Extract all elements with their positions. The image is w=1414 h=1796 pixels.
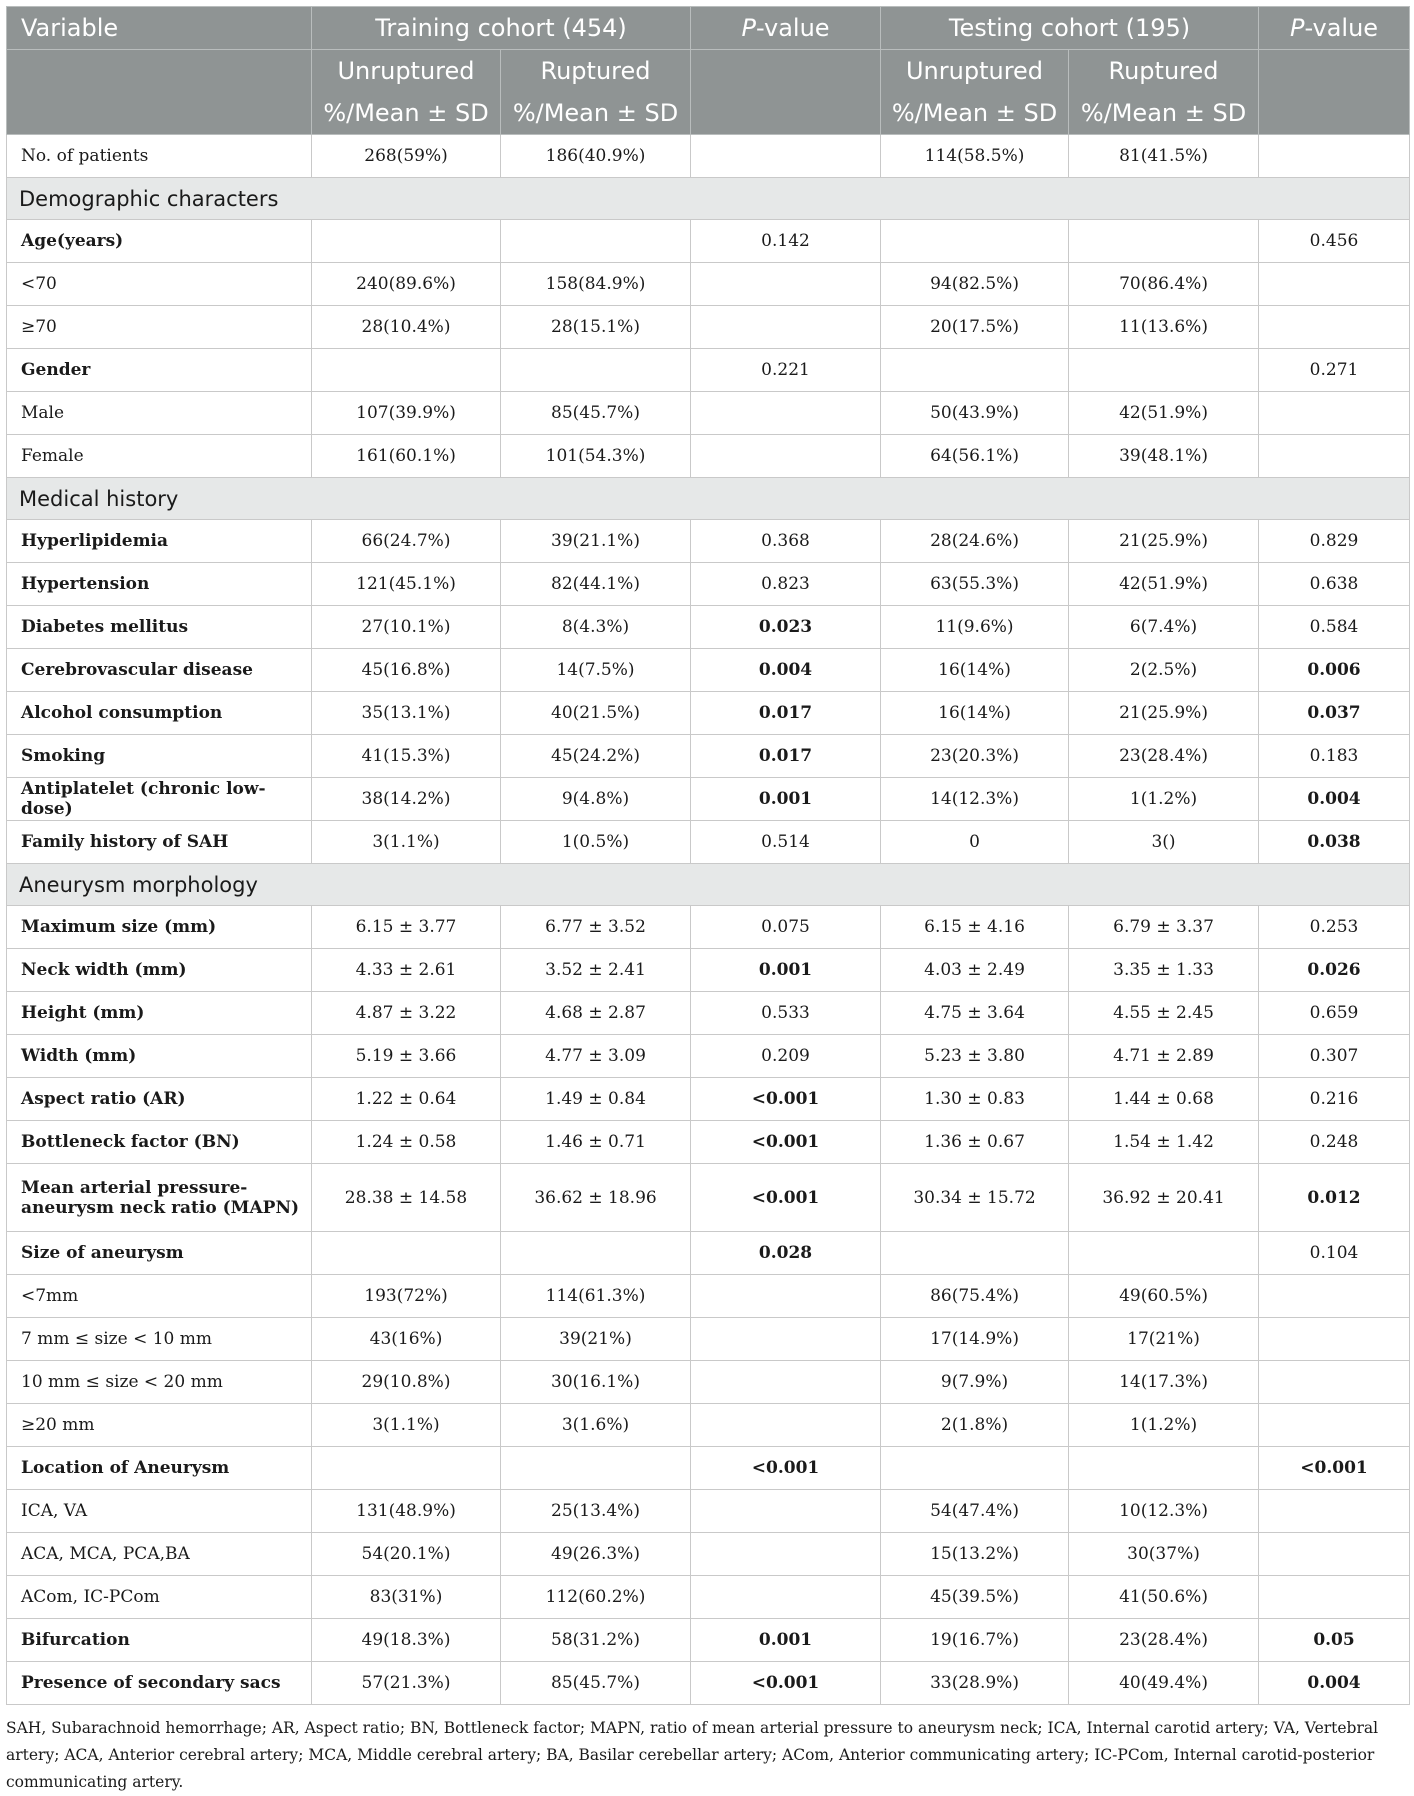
section-title: Aneurysm morphology <box>7 864 1410 906</box>
table-row <box>7 1078 1410 1121</box>
training-p-value-cell <box>691 1361 881 1404</box>
training-p-value-cell: 0.017 <box>691 692 881 735</box>
row-label: Smoking <box>7 735 312 778</box>
testing-unruptured-cell: 2(1.8%) <box>881 1404 1069 1447</box>
testing-ruptured-cell: 1(1.2%) <box>1069 1404 1259 1447</box>
table-row <box>7 1035 1410 1078</box>
training-unruptured-cell: 54(20.1%) <box>312 1533 501 1576</box>
testing-p-value-cell <box>1259 263 1410 306</box>
training-ruptured-cell: 8(4.3%) <box>501 606 691 649</box>
testing-ruptured-cell: 11(13.6%) <box>1069 306 1259 349</box>
row-label: Neck width (mm) <box>7 949 312 992</box>
training-unruptured-cell: 57(21.3%) <box>312 1662 501 1705</box>
training-unruptured-cell: 131(48.9%) <box>312 1490 501 1533</box>
testing-ruptured-header: Ruptured %/Mean ± SD <box>1069 50 1259 135</box>
table-row <box>7 263 1410 306</box>
row-label: ≥70 <box>7 306 312 349</box>
training-p-value-cell <box>691 1490 881 1533</box>
testing-unruptured-header: Unruptured %/Mean ± SD <box>881 50 1069 135</box>
row-label: Presence of secondary sacs <box>7 1662 312 1705</box>
testing-unruptured-cell: 23(20.3%) <box>881 735 1069 778</box>
row-label: ACA, MCA, PCA,BA <box>7 1533 312 1576</box>
training-p-value-cell: 0.017 <box>691 735 881 778</box>
testing-p-value-cell: 0.659 <box>1259 992 1410 1035</box>
testing-p-value-cell: 0.004 <box>1259 778 1410 821</box>
testing-unruptured-cell <box>881 220 1069 263</box>
testing-p-value-cell: 0.037 <box>1259 692 1410 735</box>
testing-unruptured-cell <box>881 1232 1069 1275</box>
table-row <box>7 1121 1410 1164</box>
training-ruptured-cell: 1.49 ± 0.84 <box>501 1078 691 1121</box>
row-label: Maximum size (mm) <box>7 906 312 949</box>
training-p-value-cell: 0.533 <box>691 992 881 1035</box>
table-row <box>7 606 1410 649</box>
table-row <box>7 1533 1410 1576</box>
testing-p-value-cell: 0.183 <box>1259 735 1410 778</box>
training-p-value-cell: 0.004 <box>691 649 881 692</box>
row-label: Male <box>7 392 312 435</box>
testing-unruptured-cell: 5.23 ± 3.80 <box>881 1035 1069 1078</box>
testing-p-value-cell <box>1259 435 1410 478</box>
testing-unruptured-cell: 54(47.4%) <box>881 1490 1069 1533</box>
table-row <box>7 778 1410 821</box>
table-row <box>7 1619 1410 1662</box>
training-ruptured-header: Ruptured %/Mean ± SD <box>501 50 691 135</box>
training-unruptured-header: Unruptured %/Mean ± SD <box>312 50 501 135</box>
training-unruptured-cell: 161(60.1%) <box>312 435 501 478</box>
testing-unruptured-cell: 86(75.4%) <box>881 1275 1069 1318</box>
p-value-header-training: P-value <box>691 7 881 50</box>
training-unruptured-cell: 1.22 ± 0.64 <box>312 1078 501 1121</box>
training-p-value-cell: 0.368 <box>691 520 881 563</box>
testing-unruptured-cell: 30.34 ± 15.72 <box>881 1164 1069 1232</box>
testing-ruptured-cell: 1(1.2%) <box>1069 778 1259 821</box>
training-unruptured-cell: 6.15 ± 3.77 <box>312 906 501 949</box>
training-ruptured-cell: 45(24.2%) <box>501 735 691 778</box>
testing-unruptured-cell: 114(58.5%) <box>881 135 1069 178</box>
training-ruptured-cell: 30(16.1%) <box>501 1361 691 1404</box>
training-unruptured-cell: 35(13.1%) <box>312 692 501 735</box>
training-ruptured-cell: 158(84.9%) <box>501 263 691 306</box>
testing-ruptured-cell: 6(7.4%) <box>1069 606 1259 649</box>
training-unruptured-cell: 45(16.8%) <box>312 649 501 692</box>
training-p-value-cell: 0.209 <box>691 1035 881 1078</box>
testing-ruptured-cell: 21(25.9%) <box>1069 692 1259 735</box>
training-p-value-cell: 0.142 <box>691 220 881 263</box>
training-ruptured-cell: 36.62 ± 18.96 <box>501 1164 691 1232</box>
section-header-row <box>7 478 1410 520</box>
testing-p-value-cell: 0.248 <box>1259 1121 1410 1164</box>
row-label: Gender <box>7 349 312 392</box>
row-label: Cerebrovascular disease <box>7 649 312 692</box>
testing-p-value-cell: 0.307 <box>1259 1035 1410 1078</box>
testing-p-value-cell: 0.038 <box>1259 821 1410 864</box>
testing-ruptured-cell: 39(48.1%) <box>1069 435 1259 478</box>
testing-p-value-cell: 0.026 <box>1259 949 1410 992</box>
testing-ruptured-cell: 21(25.9%) <box>1069 520 1259 563</box>
testing-unruptured-cell: 15(13.2%) <box>881 1533 1069 1576</box>
testing-p-value-cell: <0.001 <box>1259 1447 1410 1490</box>
training-unruptured-cell: 41(15.3%) <box>312 735 501 778</box>
testing-unruptured-cell: 4.03 ± 2.49 <box>881 949 1069 992</box>
training-unruptured-cell <box>312 349 501 392</box>
testing-p-value-cell: 0.216 <box>1259 1078 1410 1121</box>
row-label: Age(years) <box>7 220 312 263</box>
training-ruptured-cell: 3(1.6%) <box>501 1404 691 1447</box>
testing-p-value-cell: 0.004 <box>1259 1662 1410 1705</box>
training-ruptured-cell <box>501 349 691 392</box>
p-value-header-testing: P-value <box>1259 7 1410 50</box>
training-p-value-cell <box>691 392 881 435</box>
table-row <box>7 392 1410 435</box>
testing-p-value-cell <box>1259 1576 1410 1619</box>
testing-ruptured-cell <box>1069 220 1259 263</box>
training-unruptured-cell <box>312 220 501 263</box>
training-p-value-cell: <0.001 <box>691 1078 881 1121</box>
training-p-value-cell: 0.001 <box>691 1619 881 1662</box>
training-p-value-cell <box>691 306 881 349</box>
testing-p-value-cell <box>1259 306 1410 349</box>
training-unruptured-cell: 107(39.9%) <box>312 392 501 435</box>
testing-unruptured-cell: 94(82.5%) <box>881 263 1069 306</box>
training-p-value-cell <box>691 1533 881 1576</box>
row-label: <7mm <box>7 1275 312 1318</box>
training-unruptured-cell: 121(45.1%) <box>312 563 501 606</box>
table-row <box>7 520 1410 563</box>
training-unruptured-cell: 5.19 ± 3.66 <box>312 1035 501 1078</box>
table-row <box>7 649 1410 692</box>
training-p-value-cell: <0.001 <box>691 1164 881 1232</box>
row-label: Female <box>7 435 312 478</box>
testing-p-value-cell: 0.104 <box>1259 1232 1410 1275</box>
testing-p-value-cell <box>1259 1533 1410 1576</box>
training-ruptured-cell: 101(54.3%) <box>501 435 691 478</box>
row-label: Antiplatelet (chronic low-dose) <box>7 778 312 821</box>
training-unruptured-cell: 4.33 ± 2.61 <box>312 949 501 992</box>
testing-p-value-cell <box>1259 135 1410 178</box>
testing-ruptured-cell: 30(37%) <box>1069 1533 1259 1576</box>
training-ruptured-cell: 1(0.5%) <box>501 821 691 864</box>
training-p-value-cell: 0.075 <box>691 906 881 949</box>
row-label: Width (mm) <box>7 1035 312 1078</box>
table-row <box>7 1490 1410 1533</box>
testing-ruptured-cell: 2(2.5%) <box>1069 649 1259 692</box>
training-unruptured-cell: 43(16%) <box>312 1318 501 1361</box>
training-ruptured-cell: 114(61.3%) <box>501 1275 691 1318</box>
training-unruptured-cell: 66(24.7%) <box>312 520 501 563</box>
table-row <box>7 1662 1410 1705</box>
empty-header-cell <box>1259 50 1410 135</box>
table-row <box>7 1318 1410 1361</box>
testing-ruptured-cell: 4.55 ± 2.45 <box>1069 992 1259 1035</box>
testing-cohort-header: Testing cohort (195) <box>881 7 1259 50</box>
testing-p-value-cell: 0.456 <box>1259 220 1410 263</box>
row-label: ACom, IC-PCom <box>7 1576 312 1619</box>
training-ruptured-cell: 186(40.9%) <box>501 135 691 178</box>
training-p-value-cell: 0.514 <box>691 821 881 864</box>
section-header-row <box>7 178 1410 220</box>
testing-ruptured-cell <box>1069 1232 1259 1275</box>
table-row <box>7 1361 1410 1404</box>
testing-p-value-cell <box>1259 1404 1410 1447</box>
testing-unruptured-cell: 63(55.3%) <box>881 563 1069 606</box>
table-row <box>7 692 1410 735</box>
training-p-value-cell: 0.028 <box>691 1232 881 1275</box>
training-unruptured-cell: 28.38 ± 14.58 <box>312 1164 501 1232</box>
table-row <box>7 1164 1410 1232</box>
row-label: <70 <box>7 263 312 306</box>
training-unruptured-cell: 268(59%) <box>312 135 501 178</box>
training-ruptured-cell: 82(44.1%) <box>501 563 691 606</box>
table-row <box>7 821 1410 864</box>
testing-ruptured-cell: 17(21%) <box>1069 1318 1259 1361</box>
testing-unruptured-cell: 17(14.9%) <box>881 1318 1069 1361</box>
testing-ruptured-cell: 3() <box>1069 821 1259 864</box>
training-p-value-cell <box>691 263 881 306</box>
training-unruptured-cell: 29(10.8%) <box>312 1361 501 1404</box>
training-ruptured-cell: 25(13.4%) <box>501 1490 691 1533</box>
row-label: Mean arterial pressure-aneurysm neck ratio (MAPN) <box>7 1164 312 1232</box>
row-label: Bifurcation <box>7 1619 312 1662</box>
testing-ruptured-cell: 36.92 ± 20.41 <box>1069 1164 1259 1232</box>
testing-unruptured-cell: 11(9.6%) <box>881 606 1069 649</box>
row-label: Hypertension <box>7 563 312 606</box>
row-label: Height (mm) <box>7 992 312 1035</box>
testing-ruptured-cell: 1.44 ± 0.68 <box>1069 1078 1259 1121</box>
row-label: ICA, VA <box>7 1490 312 1533</box>
training-unruptured-cell: 4.87 ± 3.22 <box>312 992 501 1035</box>
training-p-value-cell: 0.023 <box>691 606 881 649</box>
training-ruptured-cell: 9(4.8%) <box>501 778 691 821</box>
testing-ruptured-cell: 81(41.5%) <box>1069 135 1259 178</box>
testing-p-value-cell <box>1259 1318 1410 1361</box>
testing-ruptured-cell <box>1069 349 1259 392</box>
section-title: Demographic characters <box>7 178 1410 220</box>
training-p-value-cell: <0.001 <box>691 1447 881 1490</box>
table-row <box>7 306 1410 349</box>
table-footnote: SAH, Subarachnoid hemorrhage; AR, Aspect ratio; BN, Bottleneck factor; MAPN, ratio of mean arterial pressure to aneurysm neck; ICA, Internal carotid artery; VA, Vertebral artery; ACA, Anterior cerebral artery; MCA, Middle cerebral artery; BA, Basilar cerebellar artery; ACom, Anterior communicating artery; IC-PCom, Internal carotid-posterior communicating artery. <box>6 1719 1379 1791</box>
training-ruptured-cell: 49(26.3%) <box>501 1533 691 1576</box>
testing-ruptured-cell: 23(28.4%) <box>1069 1619 1259 1662</box>
testing-unruptured-cell: 1.30 ± 0.83 <box>881 1078 1069 1121</box>
table-row <box>7 992 1410 1035</box>
empty-header-cell <box>691 50 881 135</box>
table-row <box>7 1232 1410 1275</box>
training-unruptured-cell <box>312 1232 501 1275</box>
testing-p-value-cell: 0.012 <box>1259 1164 1410 1232</box>
testing-p-value-cell: 0.829 <box>1259 520 1410 563</box>
training-unruptured-cell: 49(18.3%) <box>312 1619 501 1662</box>
training-p-value-cell <box>691 435 881 478</box>
training-unruptured-cell: 27(10.1%) <box>312 606 501 649</box>
training-unruptured-cell: 193(72%) <box>312 1275 501 1318</box>
training-unruptured-cell: 83(31%) <box>312 1576 501 1619</box>
testing-ruptured-cell: 40(49.4%) <box>1069 1662 1259 1705</box>
testing-p-value-cell: 0.584 <box>1259 606 1410 649</box>
testing-p-value-cell <box>1259 1275 1410 1318</box>
training-ruptured-cell: 4.77 ± 3.09 <box>501 1035 691 1078</box>
testing-unruptured-cell <box>881 1447 1069 1490</box>
testing-p-value-cell: 0.271 <box>1259 349 1410 392</box>
training-ruptured-cell: 1.46 ± 0.71 <box>501 1121 691 1164</box>
testing-ruptured-cell: 41(50.6%) <box>1069 1576 1259 1619</box>
training-ruptured-cell: 28(15.1%) <box>501 306 691 349</box>
testing-ruptured-cell: 10(12.3%) <box>1069 1490 1259 1533</box>
testing-unruptured-cell: 50(43.9%) <box>881 392 1069 435</box>
training-unruptured-cell: 3(1.1%) <box>312 1404 501 1447</box>
row-label: Hyperlipidemia <box>7 520 312 563</box>
training-p-value-cell <box>691 135 881 178</box>
row-label: Size of aneurysm <box>7 1232 312 1275</box>
training-unruptured-cell: 38(14.2%) <box>312 778 501 821</box>
row-label: Alcohol consumption <box>7 692 312 735</box>
testing-unruptured-cell: 45(39.5%) <box>881 1576 1069 1619</box>
training-ruptured-cell: 39(21.1%) <box>501 520 691 563</box>
data-table <box>6 6 1410 1705</box>
testing-unruptured-cell: 16(14%) <box>881 649 1069 692</box>
training-p-value-cell: 0.001 <box>691 778 881 821</box>
testing-unruptured-cell: 33(28.9%) <box>881 1662 1069 1705</box>
training-unruptured-cell: 1.24 ± 0.58 <box>312 1121 501 1164</box>
testing-unruptured-cell: 64(56.1%) <box>881 435 1069 478</box>
empty-header-cell <box>7 50 312 135</box>
training-ruptured-cell: 85(45.7%) <box>501 1662 691 1705</box>
training-p-value-cell <box>691 1404 881 1447</box>
testing-ruptured-cell: 70(86.4%) <box>1069 263 1259 306</box>
testing-unruptured-cell: 6.15 ± 4.16 <box>881 906 1069 949</box>
testing-p-value-cell <box>1259 1361 1410 1404</box>
testing-ruptured-cell <box>1069 1447 1259 1490</box>
training-p-value-cell <box>691 1318 881 1361</box>
table-row <box>7 563 1410 606</box>
variable-header: Variable <box>7 7 312 50</box>
section-header-row <box>7 864 1410 906</box>
testing-ruptured-cell: 42(51.9%) <box>1069 392 1259 435</box>
table-wrapper <box>6 6 1409 1796</box>
training-ruptured-cell: 3.52 ± 2.41 <box>501 949 691 992</box>
testing-unruptured-cell: 1.36 ± 0.67 <box>881 1121 1069 1164</box>
testing-unruptured-cell: 0 <box>881 821 1069 864</box>
testing-unruptured-cell: 9(7.9%) <box>881 1361 1069 1404</box>
training-ruptured-cell: 85(45.7%) <box>501 392 691 435</box>
testing-unruptured-cell <box>881 349 1069 392</box>
row-label: Aspect ratio (AR) <box>7 1078 312 1121</box>
training-ruptured-cell <box>501 220 691 263</box>
section-title: Medical history <box>7 478 1410 520</box>
training-p-value-cell: <0.001 <box>691 1121 881 1164</box>
table-row <box>7 1576 1410 1619</box>
table-row <box>7 1404 1410 1447</box>
testing-p-value-cell: 0.253 <box>1259 906 1410 949</box>
table-row <box>7 1447 1410 1490</box>
training-unruptured-cell: 3(1.1%) <box>312 821 501 864</box>
table-row <box>7 349 1410 392</box>
row-label: Diabetes mellitus <box>7 606 312 649</box>
testing-ruptured-cell: 6.79 ± 3.37 <box>1069 906 1259 949</box>
training-ruptured-cell <box>501 1447 691 1490</box>
testing-unruptured-cell: 4.75 ± 3.64 <box>881 992 1069 1035</box>
testing-ruptured-cell: 1.54 ± 1.42 <box>1069 1121 1259 1164</box>
testing-unruptured-cell: 20(17.5%) <box>881 306 1069 349</box>
table-row <box>7 906 1410 949</box>
training-ruptured-cell: 4.68 ± 2.87 <box>501 992 691 1035</box>
training-unruptured-cell: 28(10.4%) <box>312 306 501 349</box>
table-row <box>7 220 1410 263</box>
training-ruptured-cell: 40(21.5%) <box>501 692 691 735</box>
training-p-value-cell: 0.823 <box>691 563 881 606</box>
testing-unruptured-cell: 16(14%) <box>881 692 1069 735</box>
testing-ruptured-cell: 4.71 ± 2.89 <box>1069 1035 1259 1078</box>
row-label: 10 mm ≤ size < 20 mm <box>7 1361 312 1404</box>
training-p-value-cell <box>691 1576 881 1619</box>
training-ruptured-cell: 58(31.2%) <box>501 1619 691 1662</box>
testing-p-value-cell: 0.006 <box>1259 649 1410 692</box>
testing-ruptured-cell: 23(28.4%) <box>1069 735 1259 778</box>
training-p-value-cell: 0.001 <box>691 949 881 992</box>
table-row <box>7 949 1410 992</box>
row-label: No. of patients <box>7 135 312 178</box>
table-row <box>7 135 1410 178</box>
table-row <box>7 435 1410 478</box>
testing-p-value-cell <box>1259 392 1410 435</box>
row-label: Location of Aneurysm <box>7 1447 312 1490</box>
training-p-value-cell <box>691 1275 881 1318</box>
testing-unruptured-cell: 28(24.6%) <box>881 520 1069 563</box>
table-row <box>7 735 1410 778</box>
row-label: 7 mm ≤ size < 10 mm <box>7 1318 312 1361</box>
testing-unruptured-cell: 14(12.3%) <box>881 778 1069 821</box>
training-ruptured-cell: 6.77 ± 3.52 <box>501 906 691 949</box>
training-ruptured-cell: 112(60.2%) <box>501 1576 691 1619</box>
testing-p-value-cell: 0.05 <box>1259 1619 1410 1662</box>
testing-ruptured-cell: 42(51.9%) <box>1069 563 1259 606</box>
training-cohort-header: Training cohort (454) <box>312 7 691 50</box>
training-p-value-cell: 0.221 <box>691 349 881 392</box>
row-label: ≥20 mm <box>7 1404 312 1447</box>
table-header <box>7 7 1410 135</box>
testing-ruptured-cell: 3.35 ± 1.33 <box>1069 949 1259 992</box>
training-ruptured-cell <box>501 1232 691 1275</box>
training-ruptured-cell: 14(7.5%) <box>501 649 691 692</box>
training-unruptured-cell: 240(89.6%) <box>312 263 501 306</box>
training-unruptured-cell <box>312 1447 501 1490</box>
testing-p-value-cell <box>1259 1490 1410 1533</box>
table-row <box>7 1275 1410 1318</box>
training-ruptured-cell: 39(21%) <box>501 1318 691 1361</box>
testing-ruptured-cell: 14(17.3%) <box>1069 1361 1259 1404</box>
row-label: Bottleneck factor (BN) <box>7 1121 312 1164</box>
table-body <box>7 135 1410 1705</box>
testing-p-value-cell: 0.638 <box>1259 563 1410 606</box>
row-label: Family history of SAH <box>7 821 312 864</box>
training-p-value-cell: <0.001 <box>691 1662 881 1705</box>
testing-unruptured-cell: 19(16.7%) <box>881 1619 1069 1662</box>
testing-ruptured-cell: 49(60.5%) <box>1069 1275 1259 1318</box>
